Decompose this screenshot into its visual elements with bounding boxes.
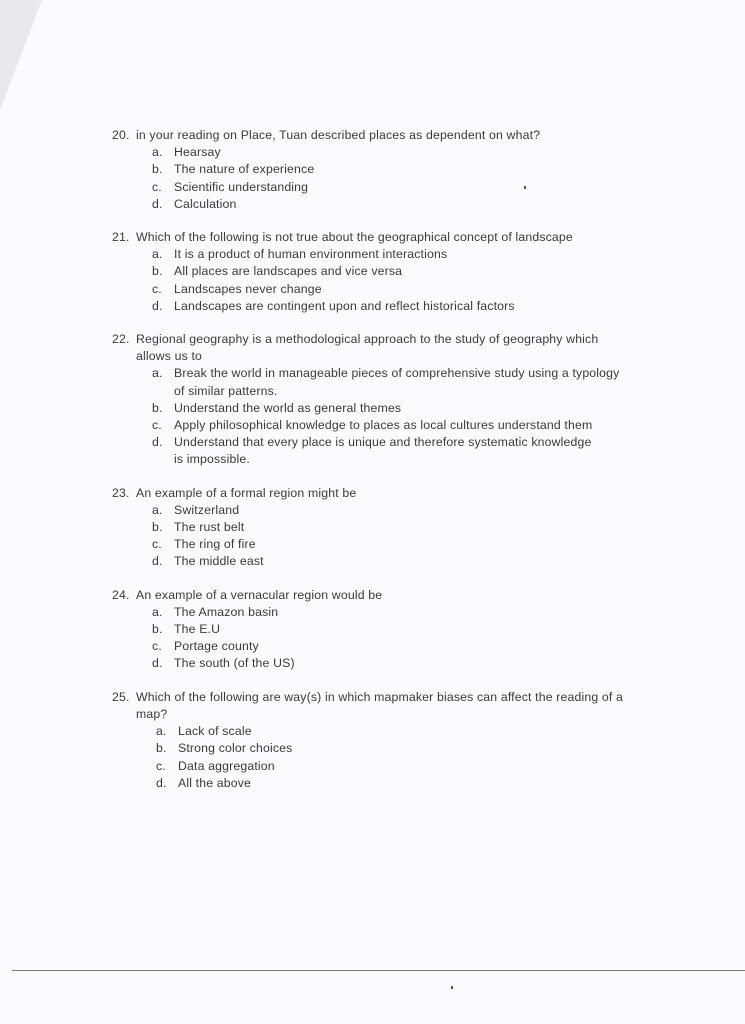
option-letter: a.: [152, 145, 163, 160]
option-letter: d.: [152, 298, 163, 313]
answer-option: [152, 246, 642, 263]
answer-option: [152, 281, 642, 298]
question-text: Which of the following are way(s) in which mapmaker biases can affect the reading of a map?: [136, 689, 624, 721]
question-number: 22.: [112, 332, 130, 347]
question-22: [112, 331, 642, 469]
option-letter: a.: [152, 366, 163, 381]
option-text: The south (of the US): [174, 656, 295, 671]
answer-option: [156, 758, 642, 775]
option-text: All places are landscapes and vice versa: [174, 264, 403, 279]
answer-option: [156, 775, 642, 792]
answer-option: [152, 502, 642, 519]
answer-option: [152, 417, 642, 434]
stray-mark: [524, 186, 526, 189]
question-number: 25.: [112, 689, 130, 704]
option-letter: a.: [152, 502, 163, 517]
question-text: An example of a vernacular region would be: [136, 587, 383, 602]
option-letter: d.: [152, 554, 163, 569]
answer-options: [112, 144, 642, 213]
option-text: The rust belt: [174, 520, 245, 535]
option-text: Understand the world as general themes: [174, 400, 402, 415]
answer-option: [152, 161, 642, 178]
question-25: [112, 689, 642, 792]
option-text: Switzerland: [174, 502, 240, 517]
option-text: Portage county: [174, 639, 259, 654]
answer-option: [152, 298, 642, 315]
option-letter: d.: [152, 656, 163, 671]
option-text: It is a product of human environment interactions: [174, 247, 448, 262]
option-letter: c.: [152, 418, 162, 433]
question-23: [112, 485, 642, 571]
answer-options: [112, 723, 642, 792]
option-letter: a.: [156, 724, 167, 739]
answer-option: [152, 519, 642, 536]
option-letter: c.: [152, 179, 162, 194]
answer-options: [112, 604, 642, 673]
option-text: Scientific understanding: [174, 179, 309, 194]
answer-option: [152, 144, 642, 161]
option-letter: d.: [156, 775, 167, 790]
option-letter: a.: [152, 247, 163, 262]
option-letter: a.: [152, 604, 163, 619]
question-20: [112, 127, 642, 213]
option-text: Break the world in manageable pieces of comprehensive study using a typology of similar patterns.: [174, 366, 620, 398]
answer-options: [112, 502, 642, 571]
option-letter: c.: [152, 537, 162, 552]
option-letter: b.: [152, 520, 163, 535]
answer-option: [152, 604, 642, 621]
answer-option: [152, 655, 642, 672]
stray-mark: [451, 986, 453, 989]
option-text: The middle east: [174, 554, 264, 569]
question-text: Regional geography is a methodological approach to the study of geography which allows us to: [136, 332, 599, 364]
option-text: The nature of experience: [174, 162, 315, 177]
option-letter: b.: [152, 400, 163, 415]
answer-option: [152, 621, 642, 638]
question-text: Which of the following is not true about the geographical concept of landscape: [136, 230, 573, 245]
answer-option: [156, 723, 642, 740]
option-text: Data aggregation: [178, 758, 275, 773]
folded-page-corner: [0, 0, 42, 110]
option-letter: b.: [152, 264, 163, 279]
option-letter: c.: [156, 758, 166, 773]
option-text: Strong color choices: [178, 741, 293, 756]
answer-option: [152, 400, 642, 417]
quiz-page: [112, 127, 642, 808]
question-24: [112, 587, 642, 673]
option-letter: b.: [152, 622, 163, 637]
option-text: Landscapes are contingent upon and reflect historical factors: [174, 298, 515, 313]
option-letter: b.: [152, 162, 163, 177]
answer-options: [112, 365, 642, 468]
answer-options: [112, 246, 642, 315]
option-letter: c.: [152, 281, 162, 296]
question-text: An example of a formal region might be: [136, 485, 357, 500]
question-21: [112, 229, 642, 315]
answer-option: [152, 536, 642, 553]
option-letter: d.: [152, 196, 163, 211]
option-text: Understand that every place is unique and therefore systematic knowledge is impossible.: [174, 435, 592, 467]
option-letter: c.: [152, 639, 162, 654]
question-number: 24.: [112, 587, 130, 602]
option-text: Apply philosophical knowledge to places as local cultures understand them: [174, 418, 593, 433]
option-text: Hearsay: [174, 145, 221, 160]
option-letter: b.: [156, 741, 167, 756]
answer-option: [152, 263, 642, 280]
question-number: 20.: [112, 128, 130, 142]
question-text: in your reading on Place, Tuan described places as dependent on what?: [136, 128, 541, 142]
answer-option: [152, 434, 642, 468]
answer-option: [152, 553, 642, 570]
option-text: All the above: [178, 775, 252, 790]
answer-option: [152, 365, 642, 399]
question-number: 21.: [112, 230, 130, 245]
answer-option: [152, 196, 642, 213]
answer-option: [152, 179, 642, 196]
scan-edge-line: [12, 970, 745, 971]
answer-option: [156, 740, 642, 757]
option-text: Calculation: [174, 196, 237, 211]
question-number: 23.: [112, 485, 130, 500]
option-text: The ring of fire: [174, 537, 256, 552]
option-text: Lack of scale: [178, 724, 252, 739]
option-text: The E.U: [174, 622, 221, 637]
answer-option: [152, 638, 642, 655]
option-letter: d.: [152, 435, 163, 450]
option-text: Landscapes never change: [174, 281, 322, 296]
option-text: The Amazon basin: [174, 604, 279, 619]
